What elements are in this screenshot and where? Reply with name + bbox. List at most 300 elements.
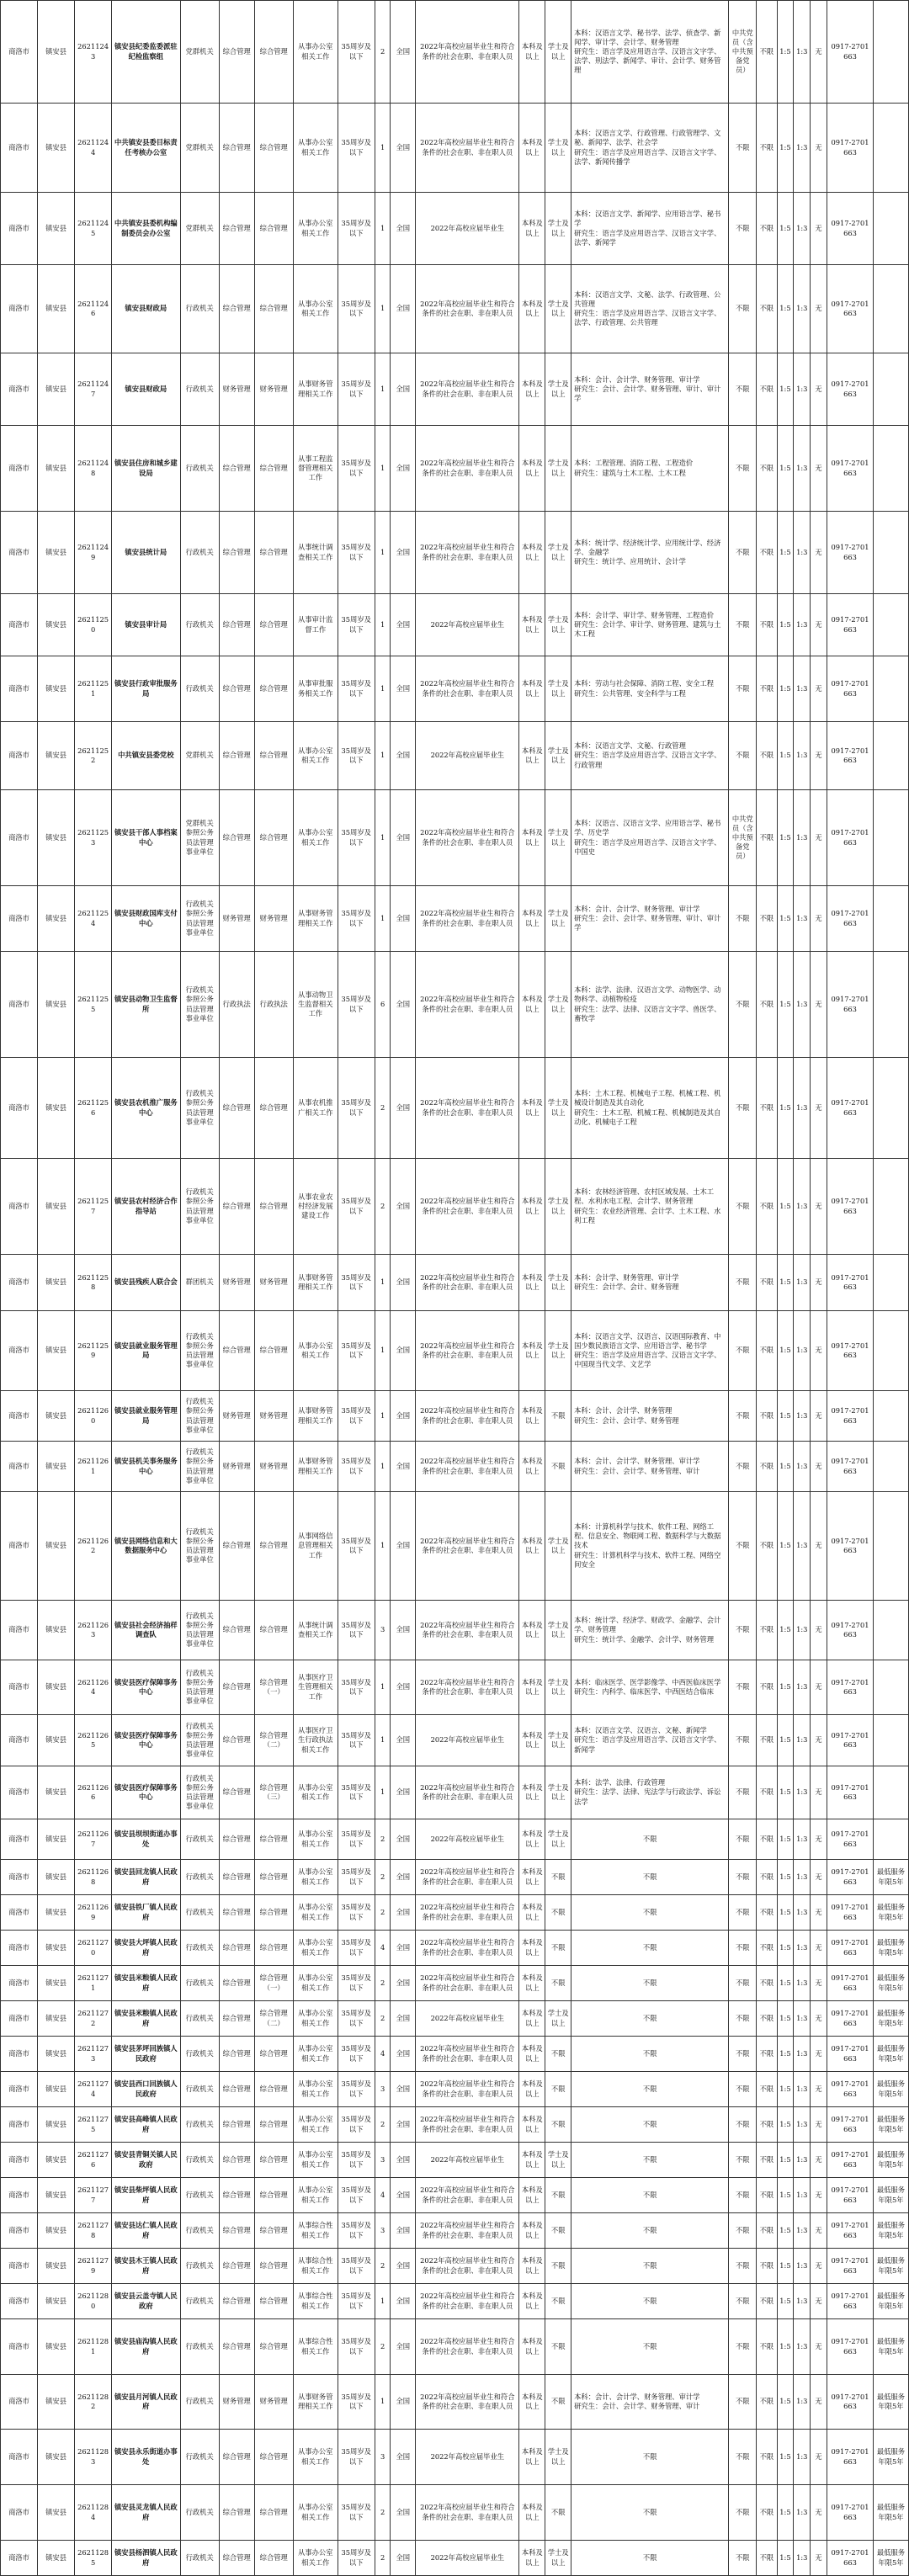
duty-cell: 从事审计监督工作 bbox=[293, 594, 338, 656]
age-cell: 35周岁及以下 bbox=[338, 1159, 375, 1255]
major-cell: 本科：汉语言文学、行政管理、行政管理学、文秘、新闻学、法学、社会学 研究生：语言学及应用语言学、汉语言文字学、法学、新闻传播学 bbox=[571, 104, 729, 193]
phone-cell: 0917-2701663 bbox=[827, 886, 873, 952]
position-name-cell: 综合管理 bbox=[254, 104, 293, 193]
phone-cell: 0917-2701663 bbox=[827, 952, 873, 1058]
city-cell: 商洛市 bbox=[1, 656, 38, 722]
exam-cell: 不限 bbox=[757, 2319, 777, 2375]
table-row bbox=[1, 1442, 909, 1492]
position-name-cell: 综合管理 bbox=[254, 265, 293, 353]
other-cell: 无 bbox=[811, 2001, 827, 2037]
city-cell: 商洛市 bbox=[1, 2284, 38, 2319]
unit-type-cell: 行政机关 bbox=[180, 2284, 219, 2319]
politics-cell: 不限 bbox=[729, 1159, 757, 1255]
category-cell: 财务管理 bbox=[219, 1391, 254, 1442]
exam-cell: 不限 bbox=[757, 1966, 777, 2001]
exam-cell: 不限 bbox=[757, 886, 777, 952]
source-cell: 全国 bbox=[391, 2375, 416, 2430]
major-cell: 本科：计算机科学与技术、软件工程、网络工程、信息安全、物联网工程、数据科学与大数据技术 研究生：计算机科学与技术、软件工程、网络空间安全 bbox=[571, 1492, 729, 1601]
category-cell: 综合管理 bbox=[219, 265, 254, 353]
position-code-cell: 26211265 bbox=[75, 1715, 112, 1766]
count-cell: 2 bbox=[375, 1860, 391, 1895]
position-code-cell: 26211262 bbox=[75, 1492, 112, 1601]
unit-type-cell: 党群机关参照公务员法管理事业单位 bbox=[180, 790, 219, 886]
education-cell: 本科及以上 bbox=[519, 2143, 545, 2178]
position-name-cell: 综合管理 bbox=[254, 2037, 293, 2072]
ratio2-cell: 1:3 bbox=[794, 1442, 811, 1492]
phone-cell: 0917-2701663 bbox=[827, 1766, 873, 1819]
degree-cell: 学士及以上 bbox=[545, 886, 571, 952]
position-name-cell: 综合管理 bbox=[254, 2430, 293, 2485]
major-cell: 本科：会计学、财务管理、审计学 研究生：会计学、会计、财务管理 bbox=[571, 1255, 729, 1311]
ratio2-cell: 1:3 bbox=[794, 1819, 811, 1860]
table-row bbox=[1, 426, 909, 512]
status-cell: 2022年高校应届毕业生 bbox=[416, 2143, 519, 2178]
major-cell: 不限 bbox=[571, 2143, 729, 2178]
degree-cell: 学士及以上 bbox=[545, 193, 571, 265]
status-cell: 2022年高校应届毕业生和符合条件的社会在职、非在职人员 bbox=[416, 1766, 519, 1819]
phone-cell: 0917-2701663 bbox=[827, 2143, 873, 2178]
ratio1-cell: 1:5 bbox=[777, 1766, 794, 1819]
category-cell: 综合管理 bbox=[219, 1766, 254, 1819]
city-cell: 商洛市 bbox=[1, 1601, 38, 1660]
note-cell bbox=[874, 426, 909, 512]
education-cell: 本科及以上 bbox=[519, 2319, 545, 2375]
count-cell: 1 bbox=[375, 656, 391, 722]
unit-type-cell: 行政机关 bbox=[180, 2072, 219, 2107]
ratio2-cell: 1:3 bbox=[794, 353, 811, 426]
duty-cell: 从事办公室相关工作 bbox=[293, 104, 338, 193]
duty-cell: 从事网络信息管理相关工作 bbox=[293, 1492, 338, 1601]
status-cell: 2022年高校应届毕业生和符合条件的社会在职、非在职人员 bbox=[416, 656, 519, 722]
major-cell: 本科：汉语言、汉语言文学、应用语言学、秘书学、历史学 研究生：语言学及应用语言学、汉语言文字学、中国史 bbox=[571, 790, 729, 886]
position-name-cell: 综合管理 bbox=[254, 1058, 293, 1159]
position-code-cell: 26211263 bbox=[75, 1601, 112, 1660]
category-cell: 综合管理 bbox=[219, 2037, 254, 2072]
other-cell: 无 bbox=[811, 265, 827, 353]
other-cell: 无 bbox=[811, 656, 827, 722]
exam-cell: 不限 bbox=[757, 2037, 777, 2072]
unit-type-cell: 行政机关 bbox=[180, 2319, 219, 2375]
politics-cell: 不限 bbox=[729, 2430, 757, 2485]
county-cell: 镇安县 bbox=[38, 1895, 75, 1931]
other-cell: 无 bbox=[811, 2143, 827, 2178]
unit-name-cell: 中共镇安县委党校 bbox=[112, 722, 180, 790]
table-row bbox=[1, 1058, 909, 1159]
count-cell: 1 bbox=[375, 1766, 391, 1819]
ratio1-cell: 1:5 bbox=[777, 2107, 794, 2143]
position-code-cell: 26211260 bbox=[75, 1391, 112, 1442]
degree-cell: 学士及以上 bbox=[545, 426, 571, 512]
source-cell: 全国 bbox=[391, 353, 416, 426]
position-code-cell: 26211269 bbox=[75, 1895, 112, 1931]
position-name-cell: 综合管理 bbox=[254, 722, 293, 790]
education-cell: 本科及以上 bbox=[519, 2213, 545, 2249]
degree-cell: 不限 bbox=[545, 2284, 571, 2319]
note-cell bbox=[874, 1255, 909, 1311]
age-cell: 35周岁及以下 bbox=[338, 2037, 375, 2072]
phone-cell: 0917-2701663 bbox=[827, 1, 873, 104]
category-cell: 综合管理 bbox=[219, 1895, 254, 1931]
major-cell: 本科：工程管理、消防工程、工程造价 研究生：建筑与土木工程、土木工程 bbox=[571, 426, 729, 512]
politics-cell: 不限 bbox=[729, 2249, 757, 2284]
other-cell: 无 bbox=[811, 2178, 827, 2213]
table-row bbox=[1, 353, 909, 426]
education-cell: 本科及以上 bbox=[519, 2178, 545, 2213]
note-cell bbox=[874, 353, 909, 426]
exam-cell: 不限 bbox=[757, 1895, 777, 1931]
unit-type-cell: 党群机关 bbox=[180, 1, 219, 104]
exam-cell: 不限 bbox=[757, 2001, 777, 2037]
age-cell: 35周岁及以下 bbox=[338, 2001, 375, 2037]
county-cell: 镇安县 bbox=[38, 1391, 75, 1442]
phone-cell: 0917-2701663 bbox=[827, 1966, 873, 2001]
exam-cell: 不限 bbox=[757, 1442, 777, 1492]
position-code-cell: 26211254 bbox=[75, 886, 112, 952]
education-cell: 本科及以上 bbox=[519, 1895, 545, 1931]
table-row bbox=[1, 2001, 909, 2037]
position-name-cell: 综合管理 bbox=[254, 1, 293, 104]
status-cell: 2022年高校应届毕业生和符合条件的社会在职、非在职人员 bbox=[416, 1159, 519, 1255]
other-cell: 无 bbox=[811, 1895, 827, 1931]
source-cell: 全国 bbox=[391, 2213, 416, 2249]
phone-cell: 0917-2701663 bbox=[827, 2541, 873, 2576]
county-cell: 镇安县 bbox=[38, 656, 75, 722]
city-cell: 商洛市 bbox=[1, 1255, 38, 1311]
county-cell: 镇安县 bbox=[38, 2072, 75, 2107]
degree-cell: 学士及以上 bbox=[545, 353, 571, 426]
unit-type-cell: 党群机关 bbox=[180, 722, 219, 790]
unit-type-cell: 行政机关 bbox=[180, 1860, 219, 1895]
source-cell: 全国 bbox=[391, 722, 416, 790]
table-row bbox=[1, 1715, 909, 1766]
table-row bbox=[1, 1819, 909, 1860]
degree-cell: 学士及以上 bbox=[545, 104, 571, 193]
category-cell: 综合管理 bbox=[219, 2541, 254, 2576]
age-cell: 35周岁及以下 bbox=[338, 2375, 375, 2430]
exam-cell: 不限 bbox=[757, 1766, 777, 1819]
education-cell: 本科及以上 bbox=[519, 1660, 545, 1715]
city-cell: 商洛市 bbox=[1, 1660, 38, 1715]
source-cell: 全国 bbox=[391, 1, 416, 104]
degree-cell: 学士及以上 bbox=[545, 2001, 571, 2037]
category-cell: 综合管理 bbox=[219, 2485, 254, 2541]
unit-type-cell: 行政机关 bbox=[180, 2541, 219, 2576]
duty-cell: 从事财务管理相关工作 bbox=[293, 1391, 338, 1442]
source-cell: 全国 bbox=[391, 2143, 416, 2178]
other-cell: 无 bbox=[811, 2284, 827, 2319]
county-cell: 镇安县 bbox=[38, 1601, 75, 1660]
ratio1-cell: 1:5 bbox=[777, 1255, 794, 1311]
ratio2-cell: 1:3 bbox=[794, 1715, 811, 1766]
city-cell: 商洛市 bbox=[1, 2037, 38, 2072]
table-row bbox=[1, 1860, 909, 1895]
other-cell: 无 bbox=[811, 1766, 827, 1819]
status-cell: 2022年高校应届毕业生和符合条件的社会在职、非在职人员 bbox=[416, 2107, 519, 2143]
source-cell: 全国 bbox=[391, 1255, 416, 1311]
duty-cell: 从事财务管理相关工作 bbox=[293, 1255, 338, 1311]
other-cell: 无 bbox=[811, 2430, 827, 2485]
phone-cell: 0917-2701663 bbox=[827, 104, 873, 193]
count-cell: 4 bbox=[375, 1931, 391, 1966]
major-cell: 不限 bbox=[571, 2072, 729, 2107]
major-cell: 不限 bbox=[571, 2037, 729, 2072]
degree-cell: 不限 bbox=[545, 2072, 571, 2107]
duty-cell: 从事办公室相关工作 bbox=[293, 2541, 338, 2576]
unit-name-cell: 镇安县就业服务管理局 bbox=[112, 1311, 180, 1391]
ratio1-cell: 1:5 bbox=[777, 1391, 794, 1442]
other-cell: 无 bbox=[811, 353, 827, 426]
status-cell: 2022年高校应届毕业生和符合条件的社会在职、非在职人员 bbox=[416, 886, 519, 952]
other-cell: 无 bbox=[811, 594, 827, 656]
position-code-cell: 26211277 bbox=[75, 2178, 112, 2213]
other-cell: 无 bbox=[811, 1819, 827, 1860]
position-code-cell: 26211281 bbox=[75, 2319, 112, 2375]
table-row bbox=[1, 1895, 909, 1931]
table-row bbox=[1, 1660, 909, 1715]
unit-type-cell: 行政机关参照公务员法管理事业单位 bbox=[180, 1766, 219, 1819]
phone-cell: 0917-2701663 bbox=[827, 2375, 873, 2430]
age-cell: 35周岁及以下 bbox=[338, 2178, 375, 2213]
ratio2-cell: 1:3 bbox=[794, 2143, 811, 2178]
politics-cell: 不限 bbox=[729, 886, 757, 952]
category-cell: 综合管理 bbox=[219, 104, 254, 193]
duty-cell: 从事办公室相关工作 bbox=[293, 2178, 338, 2213]
age-cell: 35周岁及以下 bbox=[338, 2213, 375, 2249]
position-name-cell: 综合管理 bbox=[254, 2541, 293, 2576]
unit-type-cell: 行政机关 bbox=[180, 265, 219, 353]
unit-name-cell: 镇安县高峰镇人民政府 bbox=[112, 2107, 180, 2143]
major-cell: 本科：劳动与社会保障、消防工程、安全工程 研究生：公共管理、安全科学与工程 bbox=[571, 656, 729, 722]
table-row bbox=[1, 2213, 909, 2249]
major-cell: 本科：会计、会计学、财务管理、审计学 研究生：会计、会计学、财务管理、审计、审计学 bbox=[571, 886, 729, 952]
ratio2-cell: 1:3 bbox=[794, 2249, 811, 2284]
note-cell bbox=[874, 1601, 909, 1660]
status-cell: 2022年高校应届毕业生和符合条件的社会在职、非在职人员 bbox=[416, 790, 519, 886]
phone-cell: 0917-2701663 bbox=[827, 2319, 873, 2375]
position-name-cell: 综合管理 bbox=[254, 1860, 293, 1895]
category-cell: 综合管理 bbox=[219, 2319, 254, 2375]
unit-type-cell: 行政机关 bbox=[180, 656, 219, 722]
table-row bbox=[1, 1492, 909, 1601]
status-cell: 2022年高校应届毕业生和符合条件的社会在职、非在职人员 bbox=[416, 1860, 519, 1895]
unit-name-cell: 镇安县米粮镇人民政府 bbox=[112, 2001, 180, 2037]
major-cell: 本科：会计、会计学、财务管理、审计学 研究生：会计、会计学、财务管理、审计、审计学 bbox=[571, 353, 729, 426]
category-cell: 综合管理 bbox=[219, 1660, 254, 1715]
politics-cell: 不限 bbox=[729, 265, 757, 353]
note-cell bbox=[874, 1391, 909, 1442]
city-cell: 商洛市 bbox=[1, 2319, 38, 2375]
county-cell: 镇安县 bbox=[38, 2319, 75, 2375]
count-cell: 2 bbox=[375, 1058, 391, 1159]
exam-cell: 不限 bbox=[757, 1492, 777, 1601]
age-cell: 35周岁及以下 bbox=[338, 1391, 375, 1442]
category-cell: 综合管理 bbox=[219, 1, 254, 104]
unit-name-cell: 镇安县云盖寺镇人民政府 bbox=[112, 2284, 180, 2319]
unit-type-cell: 行政机关 bbox=[180, 2249, 219, 2284]
unit-name-cell: 镇安县审计局 bbox=[112, 594, 180, 656]
table-row bbox=[1, 512, 909, 594]
major-cell: 不限 bbox=[571, 1966, 729, 2001]
source-cell: 全国 bbox=[391, 1058, 416, 1159]
count-cell: 1 bbox=[375, 790, 391, 886]
duty-cell: 从事办公室相关工作 bbox=[293, 1819, 338, 1860]
source-cell: 全国 bbox=[391, 2178, 416, 2213]
note-cell bbox=[874, 104, 909, 193]
category-cell: 综合管理 bbox=[219, 1966, 254, 2001]
unit-type-cell: 群团机关 bbox=[180, 1255, 219, 1311]
phone-cell: 0917-2701663 bbox=[827, 2001, 873, 2037]
other-cell: 无 bbox=[811, 1715, 827, 1766]
politics-cell: 不限 bbox=[729, 2072, 757, 2107]
degree-cell: 不限 bbox=[545, 2178, 571, 2213]
other-cell: 无 bbox=[811, 2375, 827, 2430]
other-cell: 无 bbox=[811, 1159, 827, 1255]
age-cell: 35周岁及以下 bbox=[338, 104, 375, 193]
count-cell: 4 bbox=[375, 2037, 391, 2072]
note-cell: 最低服务年限5年 bbox=[874, 2249, 909, 2284]
phone-cell: 0917-2701663 bbox=[827, 722, 873, 790]
source-cell: 全国 bbox=[391, 2430, 416, 2485]
table-row bbox=[1, 104, 909, 193]
other-cell: 无 bbox=[811, 1601, 827, 1660]
degree-cell: 不限 bbox=[545, 2485, 571, 2541]
education-cell: 本科及以上 bbox=[519, 353, 545, 426]
city-cell: 商洛市 bbox=[1, 1931, 38, 1966]
count-cell: 2 bbox=[375, 2319, 391, 2375]
county-cell: 镇安县 bbox=[38, 2541, 75, 2576]
major-cell: 不限 bbox=[571, 2178, 729, 2213]
position-name-cell: 综合管理 bbox=[254, 1819, 293, 1860]
phone-cell: 0917-2701663 bbox=[827, 2037, 873, 2072]
note-cell bbox=[874, 722, 909, 790]
source-cell: 全国 bbox=[391, 2319, 416, 2375]
position-name-cell: 综合管理 bbox=[254, 656, 293, 722]
category-cell: 综合管理 bbox=[219, 2072, 254, 2107]
age-cell: 35周岁及以下 bbox=[338, 2143, 375, 2178]
education-cell: 本科及以上 bbox=[519, 1966, 545, 2001]
table-row bbox=[1, 2143, 909, 2178]
major-cell: 不限 bbox=[571, 2213, 729, 2249]
age-cell: 35周岁及以下 bbox=[338, 1601, 375, 1660]
phone-cell: 0917-2701663 bbox=[827, 1255, 873, 1311]
unit-name-cell: 镇安县财政国库支付中心 bbox=[112, 886, 180, 952]
education-cell: 本科及以上 bbox=[519, 1, 545, 104]
unit-type-cell: 行政机关 bbox=[180, 426, 219, 512]
other-cell: 无 bbox=[811, 952, 827, 1058]
politics-cell: 不限 bbox=[729, 2037, 757, 2072]
major-cell: 本科：法学、法律、行政管理 研究生：法学、法律、宪法学与行政法学、诉讼法学 bbox=[571, 1766, 729, 1819]
other-cell: 无 bbox=[811, 1391, 827, 1442]
duty-cell: 从事办公室相关工作 bbox=[293, 265, 338, 353]
politics-cell: 不限 bbox=[729, 1660, 757, 1715]
position-code-cell: 26211280 bbox=[75, 2284, 112, 2319]
ratio1-cell: 1:5 bbox=[777, 722, 794, 790]
education-cell: 本科及以上 bbox=[519, 1601, 545, 1660]
education-cell: 本科及以上 bbox=[519, 722, 545, 790]
age-cell: 35周岁及以下 bbox=[338, 193, 375, 265]
duty-cell: 从事统计调查相关工作 bbox=[293, 1601, 338, 1660]
category-cell: 综合管理 bbox=[219, 2143, 254, 2178]
education-cell: 本科及以上 bbox=[519, 2485, 545, 2541]
exam-cell: 不限 bbox=[757, 1819, 777, 1860]
ratio2-cell: 1:3 bbox=[794, 656, 811, 722]
city-cell: 商洛市 bbox=[1, 2485, 38, 2541]
position-code-cell: 26211256 bbox=[75, 1058, 112, 1159]
education-cell: 本科及以上 bbox=[519, 193, 545, 265]
unit-name-cell: 镇安县财政局 bbox=[112, 353, 180, 426]
note-cell: 最低服务年限5年 bbox=[874, 2541, 909, 2576]
note-cell bbox=[874, 1159, 909, 1255]
unit-type-cell: 行政机关 bbox=[180, 2001, 219, 2037]
other-cell: 无 bbox=[811, 2541, 827, 2576]
phone-cell: 0917-2701663 bbox=[827, 1715, 873, 1766]
position-code-cell: 26211276 bbox=[75, 2143, 112, 2178]
category-cell: 综合管理 bbox=[219, 1058, 254, 1159]
unit-type-cell: 行政机关参照公务员法管理事业单位 bbox=[180, 1442, 219, 1492]
position-name-cell: 综合管理 bbox=[254, 1311, 293, 1391]
unit-name-cell: 镇安县纪委监委派驻纪检监察组 bbox=[112, 1, 180, 104]
count-cell: 2 bbox=[375, 2107, 391, 2143]
other-cell: 无 bbox=[811, 1255, 827, 1311]
major-cell: 本科：法学、法律、汉语言文学、动物医学、动物科学、动植物检疫 研究生：法学、法律、汉语言文字学、兽医学、畜牧学 bbox=[571, 952, 729, 1058]
education-cell: 本科及以上 bbox=[519, 2375, 545, 2430]
status-cell: 2022年高校应届毕业生 bbox=[416, 193, 519, 265]
duty-cell: 从事办公室相关工作 bbox=[293, 1860, 338, 1895]
ratio2-cell: 1:3 bbox=[794, 1660, 811, 1715]
county-cell: 镇安县 bbox=[38, 1492, 75, 1601]
major-cell: 不限 bbox=[571, 1819, 729, 1860]
category-cell: 综合管理 bbox=[219, 1159, 254, 1255]
age-cell: 35周岁及以下 bbox=[338, 426, 375, 512]
unit-type-cell: 行政机关 bbox=[180, 2375, 219, 2430]
degree-cell: 不限 bbox=[545, 2375, 571, 2430]
unit-name-cell: 镇安县米粮镇人民政府 bbox=[112, 1966, 180, 2001]
exam-cell: 不限 bbox=[757, 2178, 777, 2213]
unit-name-cell: 中共镇安县委机构编制委员会办公室 bbox=[112, 193, 180, 265]
city-cell: 商洛市 bbox=[1, 952, 38, 1058]
city-cell: 商洛市 bbox=[1, 1391, 38, 1442]
unit-type-cell: 行政机关 bbox=[180, 512, 219, 594]
note-cell: 最低服务年限5年 bbox=[874, 2143, 909, 2178]
city-cell: 商洛市 bbox=[1, 512, 38, 594]
ratio1-cell: 1:5 bbox=[777, 2213, 794, 2249]
count-cell: 1 bbox=[375, 193, 391, 265]
exam-cell: 不限 bbox=[757, 2072, 777, 2107]
source-cell: 全国 bbox=[391, 2284, 416, 2319]
other-cell: 无 bbox=[811, 2037, 827, 2072]
duty-cell: 从事办公室相关工作 bbox=[293, 2485, 338, 2541]
phone-cell: 0917-2701663 bbox=[827, 1442, 873, 1492]
politics-cell: 中共党员（含中共预备党员） bbox=[729, 790, 757, 886]
duty-cell: 从事审批服务相关工作 bbox=[293, 656, 338, 722]
city-cell: 商洛市 bbox=[1, 1492, 38, 1601]
politics-cell: 不限 bbox=[729, 1442, 757, 1492]
unit-type-cell: 行政机关 bbox=[180, 2178, 219, 2213]
unit-name-cell: 镇安县社会经济抽样调查队 bbox=[112, 1601, 180, 1660]
note-cell bbox=[874, 1, 909, 104]
age-cell: 35周岁及以下 bbox=[338, 1442, 375, 1492]
source-cell: 全国 bbox=[391, 426, 416, 512]
ratio1-cell: 1:5 bbox=[777, 2178, 794, 2213]
county-cell: 镇安县 bbox=[38, 886, 75, 952]
city-cell: 商洛市 bbox=[1, 1159, 38, 1255]
note-cell bbox=[874, 1715, 909, 1766]
unit-name-cell: 镇安县灵龙镇人民政府 bbox=[112, 2485, 180, 2541]
politics-cell: 不限 bbox=[729, 1715, 757, 1766]
unit-type-cell: 行政机关 bbox=[180, 594, 219, 656]
phone-cell: 0917-2701663 bbox=[827, 2430, 873, 2485]
degree-cell: 学士及以上 bbox=[545, 1766, 571, 1819]
